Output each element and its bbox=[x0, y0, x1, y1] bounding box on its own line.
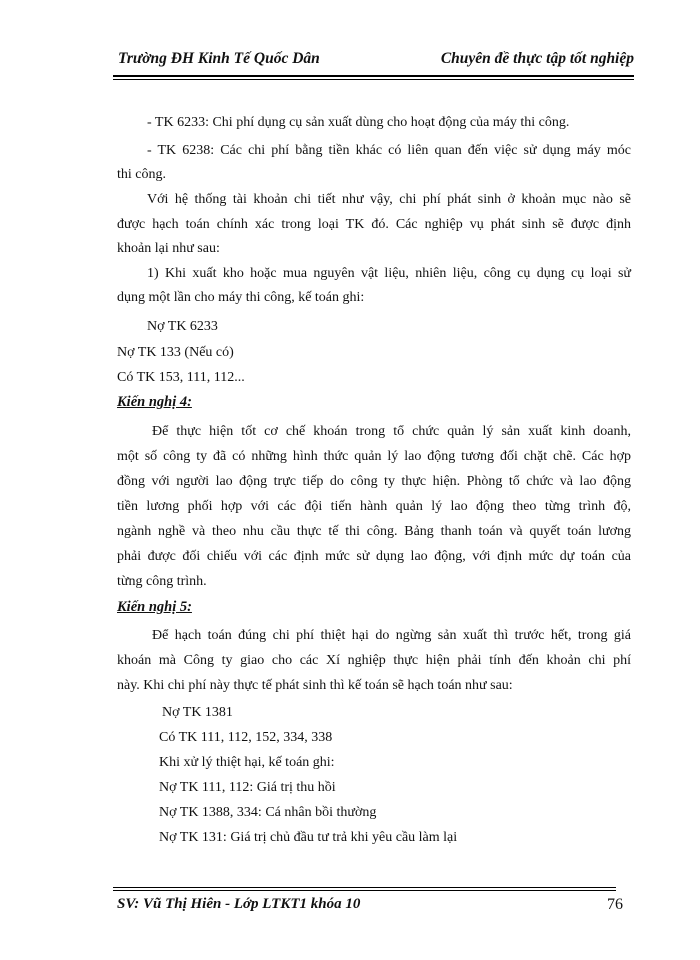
text-line: 1) Khi xuất kho hoặc mua nguyên vật liệu, nhiên liệu, công cụ dụng cụ loại sử bbox=[147, 266, 631, 281]
journal-entry-line: Có TK 153, 111, 112... bbox=[117, 370, 245, 385]
journal-entry-line: Nợ TK 1388, 334: Cá nhân bồi thường bbox=[159, 805, 377, 820]
text-line: đồng với người lao động trực tiếp do công ty thực hiện. Phòng tổ chức và lao động bbox=[117, 474, 631, 489]
journal-entry-line: Nợ TK 1381 bbox=[162, 705, 233, 720]
page-number: 76 bbox=[607, 896, 623, 913]
text-line: - TK 6233: Chi phí dụng cụ sản xuất dùng cho hoạt động của máy thi công. bbox=[147, 115, 570, 130]
text-line: ngành nghề và theo nhu cầu thực tế thi công. Bảng thanh toán và quyết toán lương bbox=[117, 524, 631, 539]
footer-student-info: SV: Vũ Thị Hiên - Lớp LTKT1 khóa 10 bbox=[117, 896, 361, 912]
journal-entry-line: Nợ TK 111, 112: Giá trị thu hồi bbox=[159, 780, 336, 795]
text-line: khoản lại như sau: bbox=[117, 241, 220, 256]
text-line: Khi xử lý thiệt hại, kế toán ghi: bbox=[159, 755, 335, 770]
journal-entry-line: Nợ TK 133 (Nếu có) bbox=[117, 345, 234, 360]
journal-entry-line: Nợ TK 131: Giá trị chủ đầu tư trả khi yêu cầu làm lại bbox=[159, 830, 458, 845]
section-heading-kien-nghi-4: Kiến nghị 4: bbox=[117, 394, 192, 410]
journal-entry-line: Nợ TK 6233 bbox=[147, 319, 218, 334]
header-document-title: Chuyên đề thực tập tốt nghiệp bbox=[440, 50, 634, 67]
header-rule-thin bbox=[113, 79, 634, 80]
text-line: dụng một lần cho máy thi công, kế toán ghi: bbox=[117, 290, 365, 305]
text-line: thi công. bbox=[117, 167, 166, 182]
text-line: một số công ty đã có những hình thức quản lý lao động tương đối chặt chẽ. Các hợp bbox=[117, 449, 631, 464]
text-line: từng công trình. bbox=[117, 574, 207, 589]
text-line: khoán mà Công ty giao cho các Xí nghiệp thực hiện phải tính đến khoản chi phí bbox=[117, 653, 631, 668]
text-line: Để thực hiện tốt cơ chế khoán trong tổ chức quản lý sản xuất kinh doanh, bbox=[152, 424, 631, 439]
text-line: Để hạch toán đúng chi phí thiệt hại do ngừng sản xuất thì trước hết, trong giá bbox=[152, 628, 631, 643]
header-rule-thick bbox=[113, 75, 634, 77]
text-line: tiền lương phối hợp với các đội tiến hành quản lý lao động theo từng trình độ, bbox=[117, 499, 631, 514]
journal-entry-line: Có TK 111, 112, 152, 334, 338 bbox=[159, 730, 333, 745]
section-heading-kien-nghi-5: Kiến nghị 5: bbox=[117, 599, 192, 615]
text-line: này. Khi chi phí này thực tế phát sinh thì kế toán sẽ hạch toán như sau: bbox=[117, 678, 513, 693]
text-line: - TK 6238: Các chi phí bằng tiền khác có liên quan đến việc sử dụng máy móc bbox=[147, 143, 631, 158]
text-line: được hạch toán chính xác trong loại TK đó. Các nghiệp vụ phát sinh sẽ được định bbox=[117, 217, 631, 232]
text-line: phải được đối chiếu với các định mức sử dụng lao động, với định mức dự toán của bbox=[117, 549, 631, 564]
header-school-name: Trường ĐH Kinh Tế Quốc Dân bbox=[118, 50, 320, 67]
footer-rule bbox=[113, 887, 616, 888]
text-line: Với hệ thống tài khoản chi tiết như vậy, chi phí phát sinh ở khoản mục nào sẽ bbox=[147, 192, 631, 207]
footer-rule-thin bbox=[113, 890, 616, 891]
